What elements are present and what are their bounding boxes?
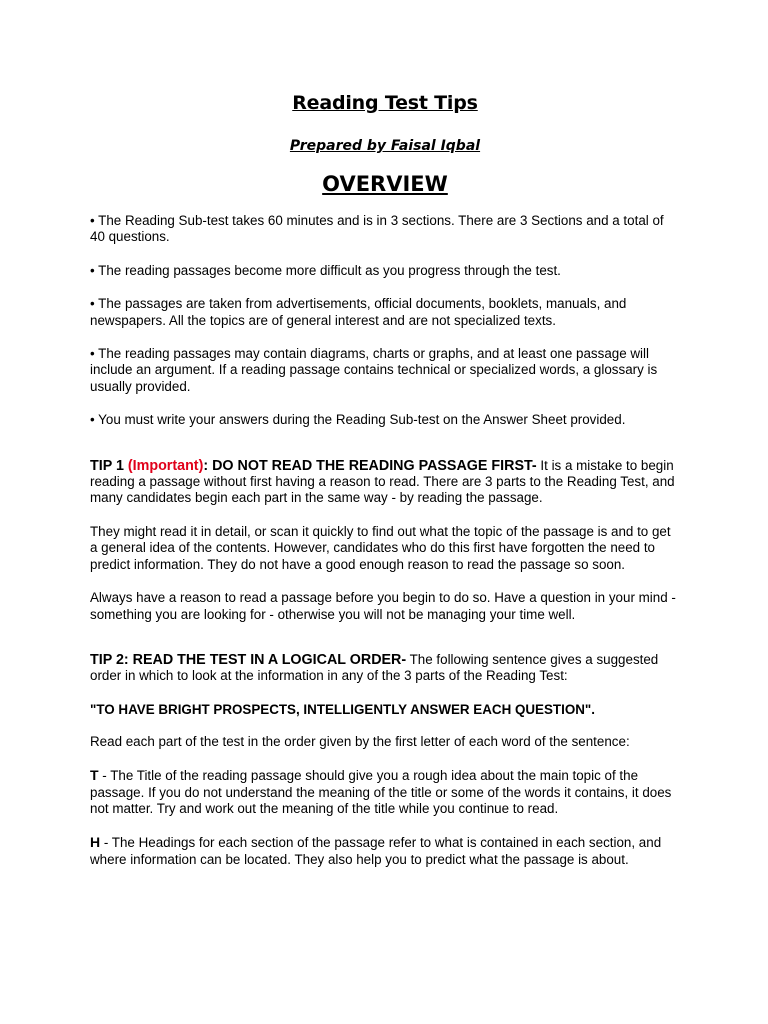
bullet-item: • The reading passages may contain diagrams, charts or graphs, and at least one passage will include an argument. If a reading passage contains technical or specialized words, a glossary is usually provided. — [90, 346, 658, 394]
mnemonic-item — [90, 834, 680, 868]
mnemonic-letter: T — [90, 767, 99, 784]
tip1-label: TIP 1 — [90, 457, 128, 474]
mnemonic-letter: H — [90, 834, 101, 851]
mnemonic-text: - The Title of the reading passage should give you a rough idea about the main topic of the passage. If you do not understand the meaning of the title or some of the words it contains, it does not matter. Try and work out the meaning of the title while you continue to read. — [90, 768, 672, 816]
tip1-paragraph-2: They might read it in detail, or scan it quickly to find out what the topic of the passage is and to get a general idea of the contents. However, candidates who do this first have forgotten the need to predict information. They do not have a good enough reason to read the passage so soon. — [90, 523, 671, 572]
author-line: Prepared by Faisal Iqbal — [289, 138, 481, 154]
bullet-item: • The passages are taken from advertisements, official documents, booklets, manuals, and newspapers. All the topics are of general interest and are not specialized texts. — [90, 296, 627, 328]
tip1-paragraph-3: Always have a reason to read a passage before you begin to do so. Have a question in your mind - something you are looking for - otherwise you will not be managing your time well. — [90, 590, 676, 622]
mnemonic-item — [90, 767, 680, 817]
tip2-text: The following sentence gives a suggested order in which to look at the information in any of the 3 parts of the Reading Test: — [90, 651, 659, 684]
overview-heading: OVERVIEW — [322, 172, 448, 196]
tip2-paragraph — [90, 652, 680, 685]
mnemonic-text: - The Headings for each section of the passage refer to what is contained in each section, and where information can be located. They also help you to predict what the passage is about. — [90, 835, 662, 867]
tip1-paragraph — [90, 458, 680, 507]
tip2-heading: TIP 2: READ THE TEST IN A LOGICAL ORDER- — [90, 651, 407, 668]
mnemonic-sentence: "TO HAVE BRIGHT PROSPECTS, INTELLIGENTLY ANSWER EACH QUESTION". — [90, 701, 595, 717]
bullet-item: • The Reading Sub-test takes 60 minutes and is in 3 sections. There are 3 Sections and a total of 40 questions. — [90, 213, 664, 245]
bullet-item: • The reading passages become more difficult as you progress through the test. — [90, 262, 561, 278]
bullet-item: • You must write your answers during the Reading Sub-test on the Answer Sheet provided. — [90, 412, 626, 428]
tip2-intro: Read each part of the test in the order given by the first letter of each word of the sentence: — [90, 733, 630, 749]
document-title: Reading Test Tips — [292, 92, 478, 114]
tip1-heading: : DO NOT READ THE READING PASSAGE FIRST- — [203, 457, 537, 474]
tip1-text: It is a mistake to begin reading a passage without first having a reason to read. There are 3 parts to the Reading Test, and many candidates begin each part in the same way - by reading the passage. — [90, 457, 675, 506]
tip1-important-tag: (Important) — [127, 457, 204, 474]
